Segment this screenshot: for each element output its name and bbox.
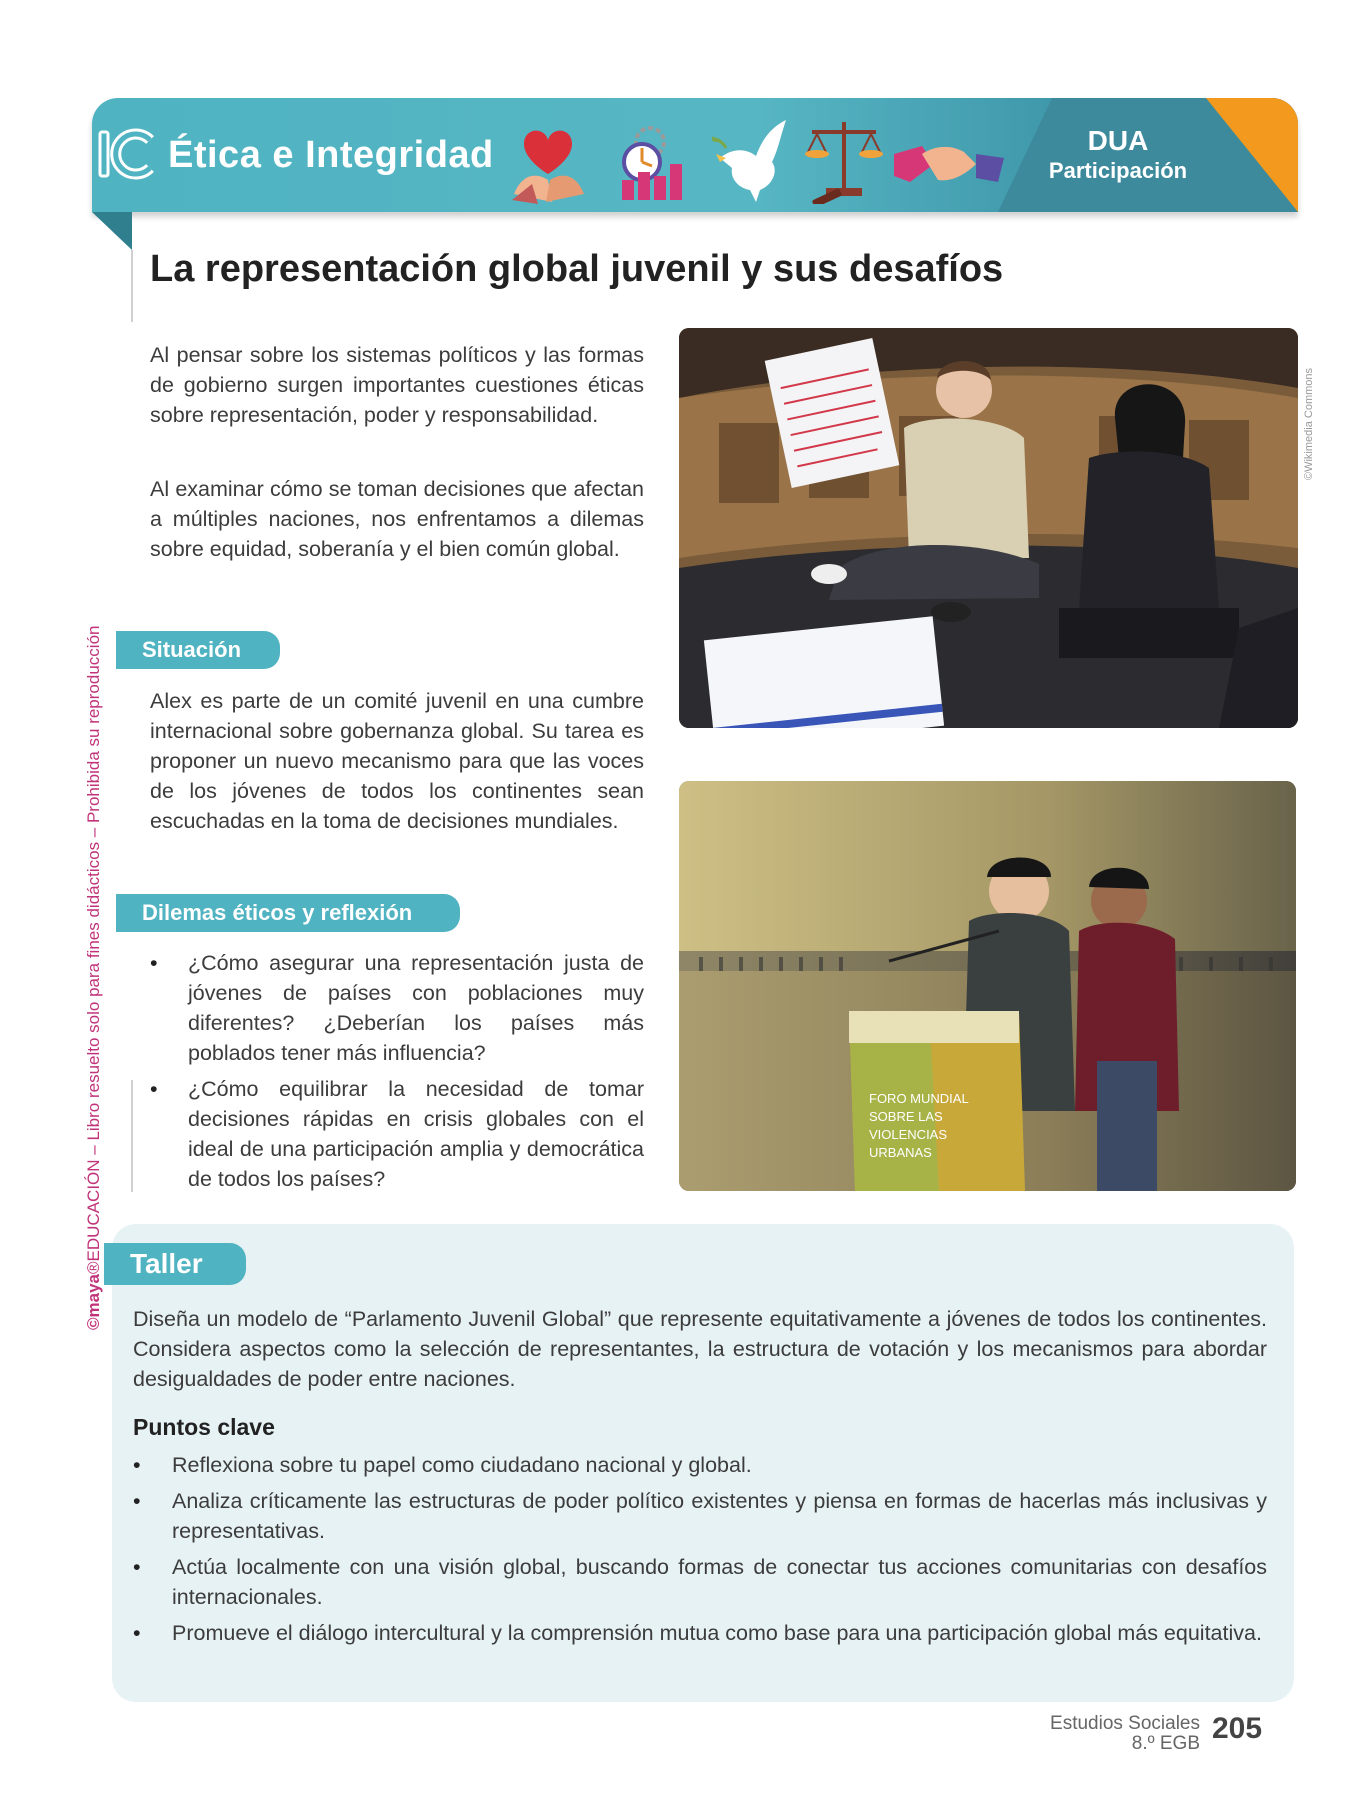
photo-forum-podium-illustration: [679, 781, 1296, 1191]
clock-chart-icon: [622, 128, 682, 200]
section-banner: [92, 98, 1298, 212]
page-title: La representación global juvenil y sus desafíos: [150, 248, 1004, 290]
footer-subject: [1000, 1714, 1200, 1754]
side-copyright: [84, 480, 104, 1330]
photo-youth-committee: [679, 328, 1298, 728]
list-item: • ¿Cómo equilibrar la necesidad de tomar decisiones rápidas en crisis globales con el ideal de una participación amplia y democrática de todos los países?: [150, 1074, 644, 1194]
heart-hands-icon: [512, 131, 584, 204]
list-item: • Promueve el diálogo intercultural y la comprensión mutua como base para una participación global más equitativa.: [133, 1618, 1267, 1648]
page-number: 205: [1212, 1712, 1263, 1745]
situacion-label: Situación: [116, 631, 280, 669]
dua-badge-subtitle: Participación: [1048, 158, 1188, 183]
ic-logo-icon: [98, 128, 156, 180]
taller-text: Diseña un modelo de “Parlamento Juvenil Global” que represente equitativamente a jóvenes de todos los continentes. Considera aspectos como la selección de representantes, la estructura de votación y los mecanismos para abordar desigualdades de poder entre naciones.: [133, 1307, 1267, 1391]
puntos-clave-list: [133, 1450, 1267, 1654]
scales-justice-icon: [805, 122, 883, 204]
intro-paragraph-2: Al examinar cómo se toman decisiones que afectan a múltiples naciones, nos enfrentamos a dilemas sobre equidad, soberanía y el bien común global.: [150, 477, 644, 561]
podium-text-2: SOBRE LAS: [869, 1109, 943, 1124]
list-item: • Analiza críticamente las estructuras de poder político existentes y piensa en formas de hacerlas más inclusivas y representativas.: [133, 1486, 1267, 1546]
photo-youth-committee-illustration: [679, 328, 1298, 728]
taller-label: Taller: [104, 1243, 246, 1285]
brand-logo: ©maya: [84, 1273, 103, 1330]
footer-subject-name: Estudios Sociales: [1050, 1713, 1200, 1734]
list-item: • Reflexiona sobre tu papel como ciudadano nacional y global.: [133, 1450, 1267, 1480]
intro-paragraph-1: Al pensar sobre los sistemas políticos y las formas de gobierno surgen importantes cuestiones éticas sobre representación, poder y responsabilidad.: [150, 343, 644, 427]
puntos-clave-title: Puntos clave: [133, 1414, 275, 1440]
banner-illustrations: [512, 114, 1072, 204]
handshake-icon: [894, 146, 1004, 182]
footer-grade: 8.º EGB: [1131, 1733, 1200, 1754]
dove-icon: [712, 120, 786, 202]
dilemas-label: Dilemas éticos y reflexión: [116, 894, 460, 932]
list-item: • ¿Cómo asegurar una representación justa de jóvenes de países con poblaciones muy diferentes? ¿Deberían los países más poblados tener más influencia?: [150, 948, 644, 1068]
dilemas-list: [150, 948, 644, 1200]
photo-forum-podium: [679, 781, 1296, 1191]
dua-badge: [1038, 126, 1198, 186]
left-rule-lower: [131, 1080, 133, 1192]
situacion-text: Alex es parte de un comité juvenil en una cumbre internacional sobre gobernanza global. Su tarea es proponer un nuevo mecanismo para que las voces de los jóvenes de todos los continentes sean escuchadas en la toma de decisiones mundiales.: [150, 689, 644, 833]
section-title: Ética e Integridad: [168, 134, 494, 176]
podium-text-1: FORO MUNDIAL: [869, 1091, 969, 1106]
side-copyright-text: ®EDUCACIÓN – Libro resuelto solo para fines didácticos – Prohibida su reproducción: [84, 625, 103, 1274]
podium-text-3: VIOLENCIAS: [869, 1127, 948, 1142]
banner-fold: [92, 212, 132, 250]
photo-credit: ©Wikimedia Commons: [1303, 367, 1315, 480]
left-rule: [131, 250, 133, 322]
podium-text-4: URBANAS: [869, 1145, 932, 1160]
list-item: • Actúa localmente con una visión global, buscando formas de conectar tus acciones comunitarias con desafíos internacionales.: [133, 1552, 1267, 1612]
dua-badge-title: DUA: [1087, 125, 1149, 156]
